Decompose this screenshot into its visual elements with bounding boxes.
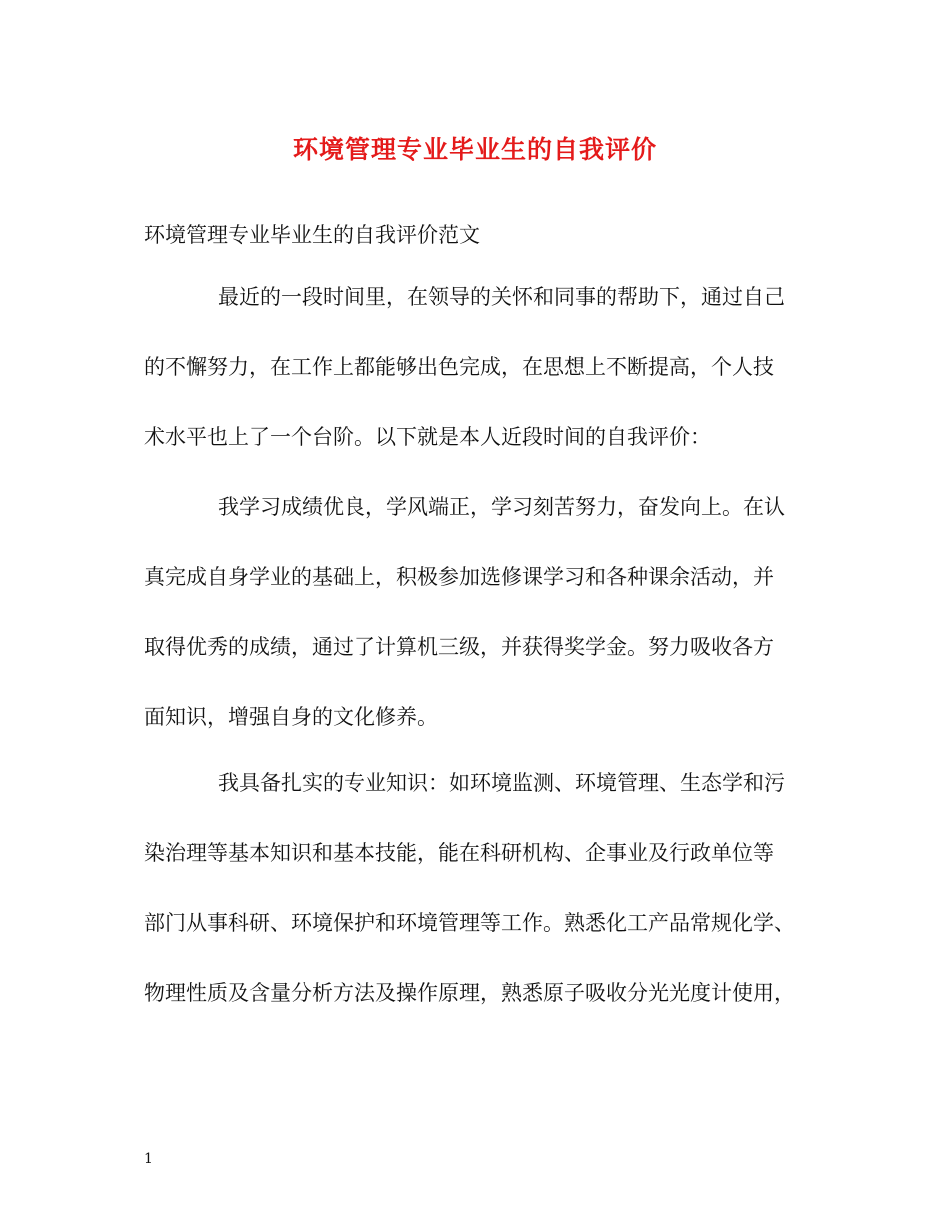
paragraph-1-line-2: 的不懈努力，在工作上都能够出色完成，在思想上不断提高，个人技 — [144, 355, 774, 379]
paragraph-2-line-2: 真完成自身学业的基础上，积极参加选修课学习和各种课余活动，并 — [144, 565, 774, 589]
paragraph-3-line-4: 物理性质及含量分析方法及操作原理，熟悉原子吸收分光光度计使用， — [144, 981, 795, 1005]
paragraph-2-line-1: 我学习成绩优良，学风端正，学习刻苦努力，奋发向上。在认 — [218, 495, 785, 519]
paragraph-3-line-3: 部门从事科研、环境保护和环境管理等工作。熟悉化工产品常规化学、 — [144, 911, 795, 935]
page-number: 1 — [144, 1151, 153, 1167]
document-subtitle: 环境管理专业毕业生的自我评价范文 — [144, 223, 480, 247]
paragraph-1-line-1: 最近的一段时间里，在领导的关怀和同事的帮助下，通过自己 — [218, 285, 785, 309]
paragraph-3-line-2: 染治理等基本知识和基本技能，能在科研机构、企事业及行政单位等 — [144, 841, 774, 865]
paragraph-2-line-3: 取得优秀的成绩，通过了计算机三级，并获得奖学金。努力吸收各方 — [144, 635, 774, 659]
paragraph-2-line-4: 面知识，增强自身的文化修养。 — [144, 705, 438, 729]
paragraph-3-line-1: 我具备扎实的专业知识：如环境监测、环境管理、生态学和污 — [218, 771, 785, 795]
document-title: 环境管理专业毕业生的自我评价 — [292, 135, 657, 164]
paragraph-1-line-3: 术水平也上了一个台阶。以下就是本人近段时间的自我评价： — [144, 425, 711, 449]
